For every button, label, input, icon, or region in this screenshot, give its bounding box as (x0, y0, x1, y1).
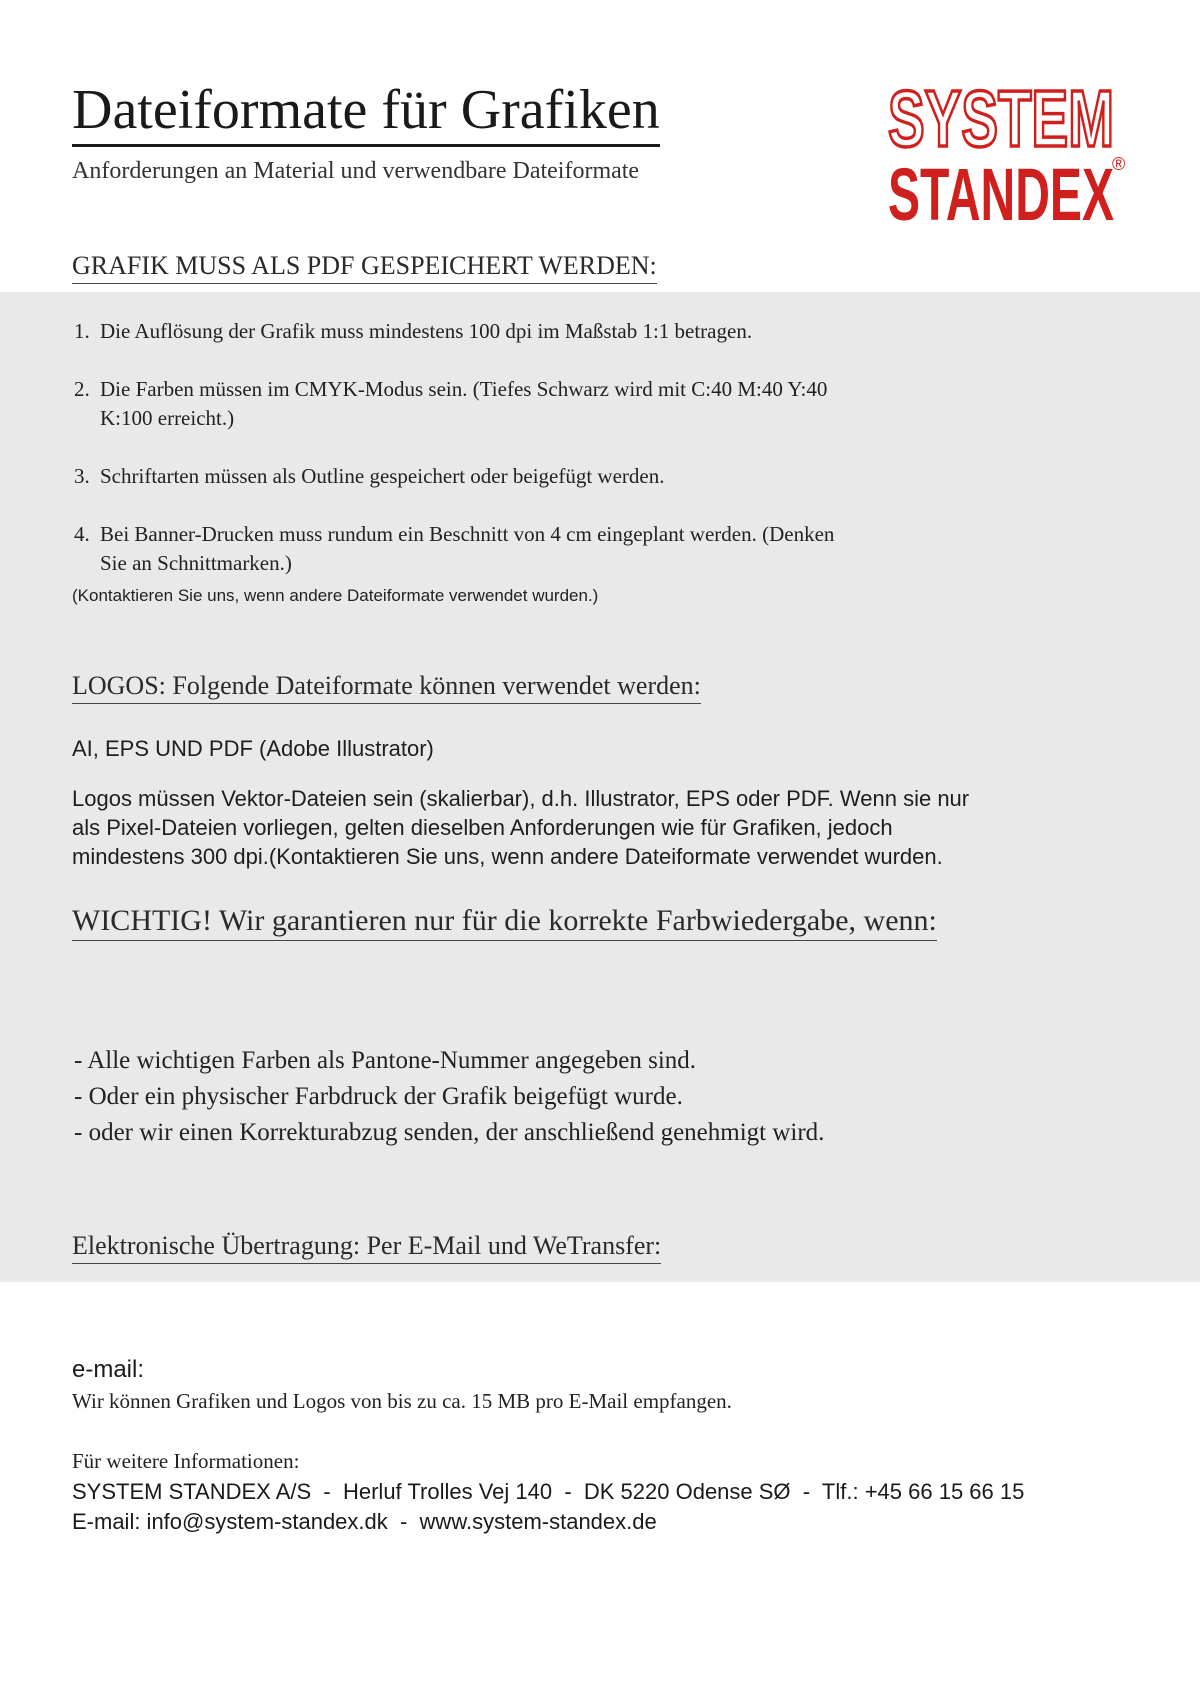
item-number: 3. (74, 464, 90, 488)
transfer-heading: Elektronische Übertragung: Per E-Mail und WeTransfer: (72, 1230, 661, 1264)
system-standex-logo (886, 70, 1126, 230)
more-info-label: Für weitere Informationen: (72, 1449, 300, 1473)
registered-mark: ® (1112, 154, 1126, 174)
logo-description-line: Logos müssen Vektor-Dateien sein (skalierbar), d.h. Illustrator, EPS oder PDF. Wenn sie nur (72, 786, 970, 811)
page-subtitle: Anforderungen an Material und verwendbare Dateiformate (72, 158, 640, 184)
color-guarantee-list (74, 1043, 824, 1151)
contact-block (72, 1477, 1024, 1537)
list-item: - Oder ein physischer Farbdruck der Grafik beigefügt wurde. (74, 1083, 683, 1110)
pdf-section-heading: GRAFIK MUSS ALS PDF GESPEICHERT WERDEN: (72, 250, 657, 284)
item-text: Die Farben müssen im CMYK-Modus sein. (Tiefes Schwarz wird mit C:40 M:40 Y:40 (100, 377, 828, 401)
logo-description-line: mindestens 300 dpi.(Kontaktieren Sie uns, wenn andere Dateiformate verwendet wurden. (72, 844, 943, 869)
item-text: Die Auflösung der Grafik muss mindestens 100 dpi im Maßstab 1:1 betragen. (100, 319, 753, 343)
contact-note: (Kontaktieren Sie uns, wenn andere Dateiformate verwendet wurden.) (72, 586, 599, 605)
logo-formats: AI, EPS UND PDF (Adobe Illustrator) (72, 736, 434, 761)
email-info-text: Wir können Grafiken und Logos von bis zu ca. 15 MB pro E-Mail empfangen. (72, 1389, 732, 1413)
logo-description (72, 784, 1152, 871)
logo-line-standex: STANDEX (888, 153, 1114, 230)
item-text: Schriftarten müssen als Outline gespeichert oder beigefügt werden. (100, 464, 665, 488)
logo-line-system: SYSTEM (888, 74, 1114, 163)
list-item (74, 317, 752, 346)
list-item: - oder wir einen Korrekturabzug senden, der anschließend genehmigt wird. (74, 1119, 825, 1146)
contact-line: E-mail: info@system-standex.dk - www.system-standex.de (72, 1509, 657, 1534)
item-text-continued: K:100 erreicht.) (100, 406, 235, 430)
list-item: - Alle wichtigen Farben als Pantone-Nummer angegeben sind. (74, 1047, 697, 1074)
logo-description-line: als Pixel-Dateien vorliegen, gelten dieselben Anforderungen wie für Grafiken, jedoch (72, 815, 893, 840)
item-text-continued: Sie an Schnittmarken.) (100, 551, 292, 575)
item-text: Bei Banner-Drucken muss rundum ein Beschnitt von 4 cm eingeplant werden. (Denken (100, 522, 835, 546)
list-item (74, 520, 834, 578)
email-label: e-mail: (72, 1356, 145, 1383)
item-number: 2. (74, 377, 90, 401)
page-title: Dateiformate für Grafiken (72, 78, 660, 147)
list-item (74, 375, 827, 433)
list-item (74, 462, 664, 491)
address-line: SYSTEM STANDEX A/S - Herluf Trolles Vej 140 - DK 5220 Odense SØ - Tlf.: +45 66 15 66 15 (72, 1479, 1025, 1504)
item-number: 1. (74, 319, 90, 343)
important-heading: WICHTIG! Wir garantieren nur für die korrekte Farbwiedergabe, wenn: (72, 903, 937, 941)
logos-section-heading: LOGOS: Folgende Dateiformate können verwendet werden: (72, 670, 701, 704)
item-number: 4. (74, 522, 90, 546)
